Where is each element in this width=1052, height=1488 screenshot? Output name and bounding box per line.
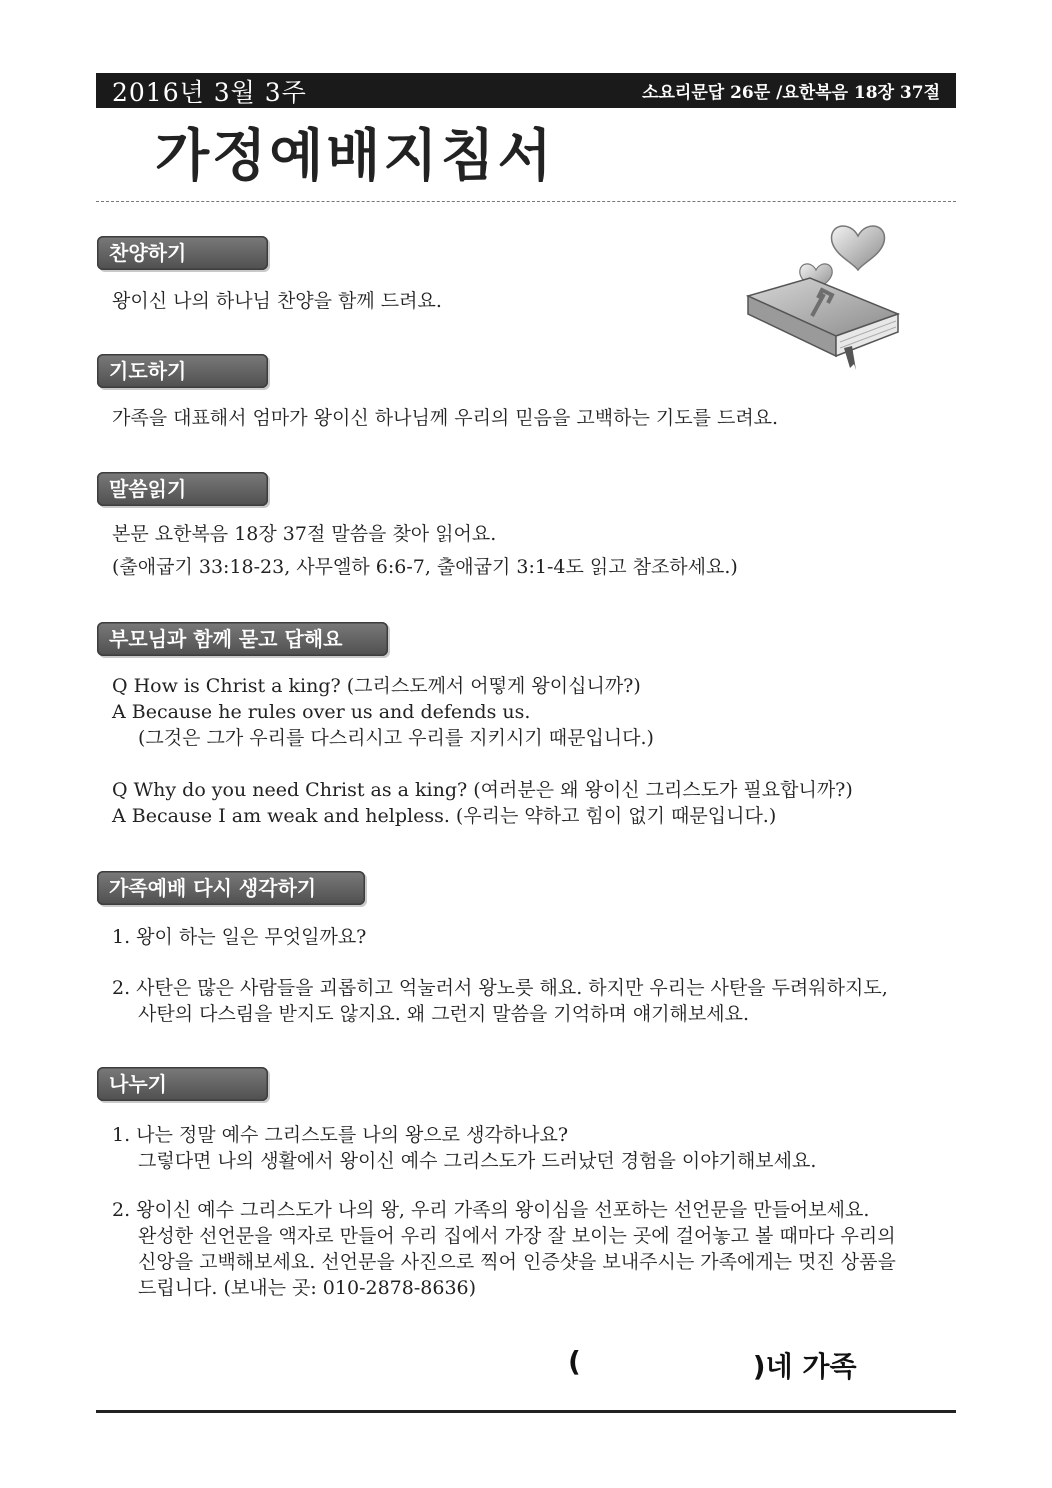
header-bar: [96, 73, 956, 108]
praise-label: 찬양하기: [97, 236, 268, 270]
reading-label: 말씀읽기: [97, 472, 268, 506]
page-title: 가정예배지침서: [155, 124, 555, 189]
qa-answer-1: A Because he rules over us and defends us.: [112, 701, 531, 723]
header-reference: 소요리문답 26문 /요한복음 18장 37절: [642, 83, 940, 103]
qa-answer-2: A Because I am weak and helpless. (우리는 약하고 힘이 없기 때문입니다.): [112, 805, 777, 827]
sharing-item-2-line-4: 드립니다. (보내는 곳: 010-2878-8636): [138, 1277, 477, 1299]
signature-open-paren: (: [568, 1345, 581, 1378]
sharing-item-2-line-2: 완성한 선언문을 액자로 만들어 우리 집에서 가장 잘 보이는 곳에 걸어놓고 볼 때마다 우리의: [138, 1225, 896, 1247]
bottom-rule: [96, 1410, 956, 1413]
sharing-item-1-line-2: 그렇다면 나의 생활에서 왕이신 예수 그리스도가 드러났던 경험을 이야기해보세요.: [138, 1150, 817, 1172]
family-name-blank[interactable]: [581, 1345, 753, 1385]
review-item-2-line-1: 2. 사탄은 많은 사람들을 괴롭히고 억눌러서 왕노릇 해요. 하지만 우리는 사탄을 두려워하지도,: [112, 977, 888, 999]
sharing-item-2-line-3: 신앙을 고백해보세요. 선언문을 사진으로 찍어 인증샷을 보내주시는 가족에게는 멋진 상품을: [138, 1251, 896, 1273]
prayer-label: 기도하기: [97, 354, 268, 388]
bible-heart-icon: [740, 218, 910, 388]
qa-answer-1-korean: (그것은 그가 우리를 다스리시고 우리를 지키시기 때문입니다.): [138, 727, 654, 749]
reading-line-2: (출애굽기 33:18-23, 사무엘하 6:6-7, 출애굽기 3:1-4도 읽고 참조하세요.): [112, 556, 738, 578]
review-item-1: 1. 왕이 하는 일은 무엇일까요?: [112, 926, 367, 948]
signature-family-text: )네 가족: [752, 1350, 857, 1383]
review-label: 가족예배 다시 생각하기: [97, 871, 365, 905]
qa-question-1: Q How is Christ a king? (그리스도께서 어떻게 왕이십니까?): [112, 675, 641, 697]
sharing-item-1-line-1: 1. 나는 정말 예수 그리스도를 나의 왕으로 생각하나요?: [112, 1124, 569, 1146]
qa-label: 부모님과 함께 묻고 답해요: [97, 622, 388, 656]
prayer-text: 가족을 대표해서 엄마가 왕이신 하나님께 우리의 믿음을 고백하는 기도를 드려요.: [112, 407, 779, 429]
header-date: 2016년 3월 3주: [112, 77, 307, 107]
praise-text: 왕이신 나의 하나님 찬양을 함께 드려요.: [112, 290, 442, 312]
family-signature: [568, 1345, 857, 1385]
sharing-label: 나누기: [97, 1067, 268, 1101]
sharing-item-2-line-1: 2. 왕이신 예수 그리스도가 나의 왕, 우리 가족의 왕이심을 선포하는 선언문을 만들어보세요.: [112, 1199, 870, 1221]
qa-question-2: Q Why do you need Christ as a king? (여러분은 왜 왕이신 그리스도가 필요합니까?): [112, 779, 853, 801]
review-item-2-line-2: 사탄의 다스림을 받지도 않지요. 왜 그런지 말씀을 기억하며 얘기해보세요.: [138, 1003, 750, 1025]
reading-line-1: 본문 요한복음 18장 37절 말씀을 찾아 읽어요.: [112, 523, 497, 545]
title-divider: [96, 201, 956, 202]
